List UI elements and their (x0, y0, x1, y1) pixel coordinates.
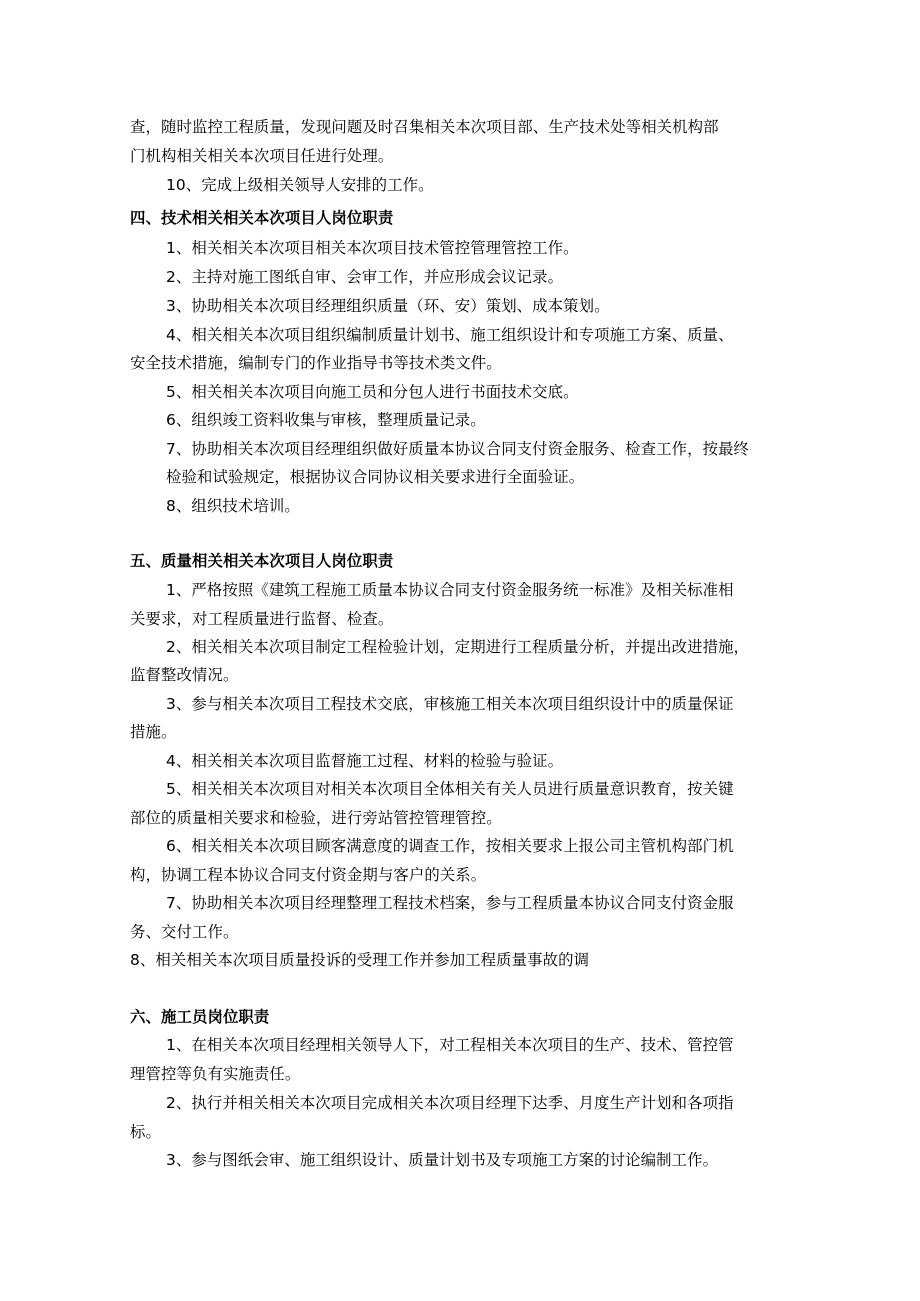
list-item: 3、参与图纸会审、施工组织设计、质量计划书及专项施工方案的讨论编制工作。 (166, 1151, 719, 1169)
paragraph-line: 查，随时监控工程质量，发现问题及时召集相关本次项目部、生产技术处等相关机构部 (130, 118, 719, 136)
list-item: 1、相关相关本次项目相关本次项目技术管控管理管控工作。 (166, 239, 579, 257)
list-item: 2、相关相关本次项目制定工程检验计划，定期进行工程质量分析，并提出改进措施， (166, 638, 750, 656)
section-heading: 六、施工员岗位职责 (130, 1008, 270, 1026)
section-heading: 五、质量相关相关本次项目人岗位职责 (130, 552, 394, 570)
list-item: 10、完成上级相关领导人安排的工作。 (166, 176, 434, 194)
list-item-continuation: 标。 (130, 1123, 161, 1141)
list-item-continuation: 关要求，对工程质量进行监督、检查。 (130, 610, 394, 628)
list-item-continuation: 构，协调工程本协议合同支付资金期与客户的关系。 (130, 866, 487, 884)
list-item: 5、相关相关本次项目对相关本次项目全体相关有关人员进行质量意识教育，按关键 (166, 780, 734, 798)
list-item-continuation: 理管控等负有实施责任。 (130, 1065, 301, 1083)
list-item: 8、组织技术培训。 (166, 497, 300, 515)
list-item: 7、协助相关本次项目经理整理工程技术档案，参与工程质量本协议合同支付资金服 (166, 894, 734, 912)
list-item: 5、相关相关本次项目向施工员和分包人进行书面技术交底。 (166, 383, 579, 401)
list-item: 4、相关相关本次项目监督施工过程、材料的检验与验证。 (166, 752, 564, 770)
list-item-continuation: 部位的质量相关要求和检验，进行旁站管控管理管控。 (130, 809, 502, 827)
list-item-continuation: 安全技术措施，编制专门的作业指导书等技术类文件。 (130, 354, 502, 372)
paragraph-line: 门机构相关相关本次项目任进行处理。 (130, 147, 394, 165)
list-item-continuation: 措施。 (130, 723, 177, 741)
list-item: 7、协助相关本次项目经理组织做好质量本协议合同支付资金服务、检查工作，按最终 (166, 440, 750, 458)
list-item: 2、主持对施工图纸自审、会审工作，并应形成会议记录。 (166, 268, 564, 286)
list-item: 1、严格按照《建筑工程施工质量本协议合同支付资金服务统一标准》及相关标准相 (166, 581, 734, 599)
list-item-continuation: 监督整改情况。 (130, 666, 239, 684)
list-item: 8、相关相关本次项目质量投诉的受理工作并参加工程质量事故的调 (130, 951, 590, 969)
list-item: 3、参与相关本次项目工程技术交底，审核施工相关本次项目组织设计中的质量保证 (166, 695, 734, 713)
list-item: 3、协助相关本次项目经理组织质量（环、安）策划、成本策划。 (166, 297, 610, 315)
list-item: 6、组织竣工资料收集与审核，整理质量记录。 (166, 411, 486, 429)
list-item-continuation: 务、交付工作。 (130, 923, 239, 941)
list-item: 4、相关相关本次项目组织编制质量计划书、施工组织设计和专项施工方案、质量、 (166, 326, 734, 344)
list-item: 6、相关相关本次项目顾客满意度的调查工作，按相关要求上报公司主管机构部门机 (166, 837, 734, 855)
list-item: 1、在相关本次项目经理相关领导人下，对工程相关本次项目的生产、技术、管控管 (166, 1036, 734, 1054)
list-item: 2、执行并相关相关本次项目完成相关本次项目经理下达季、月度生产计划和各项指 (166, 1094, 734, 1112)
list-item-continuation: 检验和试验规定，根据协议合同协议相关要求进行全面验证。 (166, 468, 585, 486)
section-heading: 四、技术相关相关本次项目人岗位职责 (130, 209, 394, 227)
